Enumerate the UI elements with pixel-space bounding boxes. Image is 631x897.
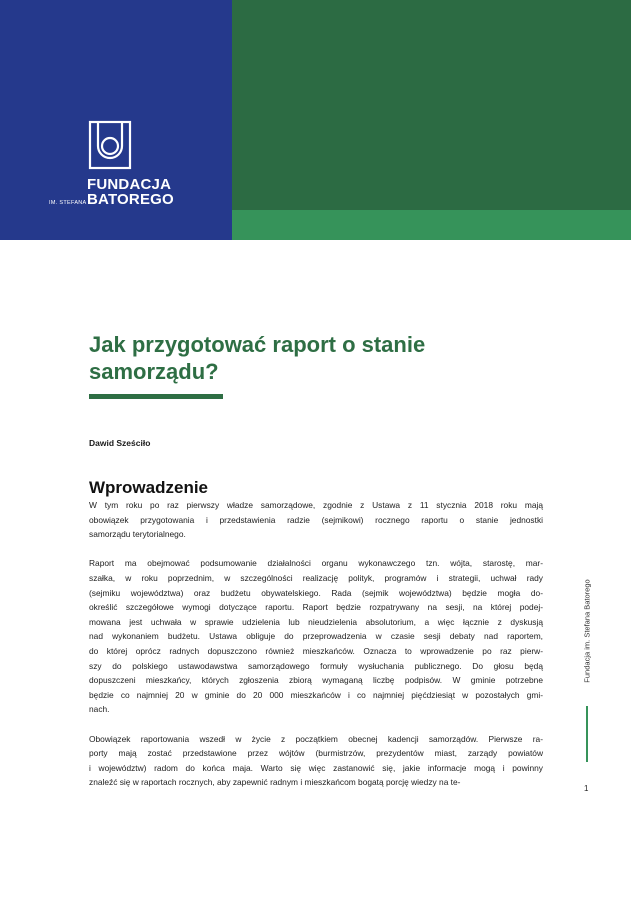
text-line: nach. xyxy=(89,704,110,715)
text-line: znaleźć się w raportach rocznych, aby zapewnić radnym i mieszkańcom bogatą porcję wiedzy na te- xyxy=(89,777,461,788)
text-line: określić szczegółowe wymogi dotyczące raportu. Raport będzie rozpatrywany na sesji, na której podej- xyxy=(89,602,543,613)
paragraph xyxy=(89,556,543,717)
text-line: obowiązek przygotowania i przedstawienia radzie (sejmikowi) rocznego raportu o stanie jednostki xyxy=(89,514,543,525)
foundation-logo-icon xyxy=(88,120,132,170)
text-line: i województw) radom do końca maja. Warto się więc zastanowić się, jakie informacje mogą i powinny xyxy=(89,762,543,773)
text-line: do której oprócz radnych dopuszczono również mieszkańców. Oznacza to wprowadzenie po raz pierw- xyxy=(89,645,543,656)
sidebar-text: Fundacja im. Stefana Batorego xyxy=(582,579,592,683)
text-line: (sejmiku województwa) oraz budżetu obywatelskiego. Rada (sejmik województwa) będzie mogła do- xyxy=(89,587,543,598)
logo-line-1: FUNDACJA xyxy=(87,176,172,193)
header-green-panel xyxy=(232,0,631,210)
paragraph xyxy=(89,498,543,542)
document-title: Jak przygotować raport o stanie samorządu? xyxy=(89,332,426,384)
text-line: szałka, w roku poprzednim, w szczególności realizację polityk, programów i strategii, uchwał rady xyxy=(89,572,543,583)
logo-im-stefana: IM. STEFANA xyxy=(49,200,87,206)
text-line: Raport ma obejmować podsumowanie działalności organu wykonawczego tzn. wójta, starostę, mar- xyxy=(89,558,543,569)
text-line: W tym roku po raz pierwszy władze samorządowe, zgodnie z Ustawa z 11 stycznia 2018 roku mają xyxy=(89,500,543,510)
text-line: będzie co najmniej 20 w gminie do 20 000 mieszkańców i co najmniej pięćdziesiąt w pozostałych gmi- xyxy=(89,689,543,700)
text-line: dopuszczeni mieszkańcy, których zgłoszenia zbiorą wymaganą liczbę podpisów. W gminie potrzebne xyxy=(89,675,543,686)
text-line: szy do polskiego ustawodawstwa samorządowego formuły wysłuchania publicznego. Do głosu będą xyxy=(89,660,543,671)
paragraph xyxy=(89,732,543,790)
header-light-green-band xyxy=(232,210,631,240)
text-line: mowana jest uchwała w sprawie udzielenia lub nieudzielenia absolutorium, a więc łącznie z dyskusją xyxy=(89,616,543,627)
logo-wordmark xyxy=(87,177,174,207)
title-underline xyxy=(89,394,223,399)
sidebar-accent-bar xyxy=(586,706,588,762)
text-line: Obowiązek raportowania wszedł w życie z początkiem obecnej kadencji samorządów. Pierwsze ra- xyxy=(89,733,543,744)
page-number: 1 xyxy=(584,784,589,793)
sidebar-label xyxy=(580,566,594,696)
text-line: porty mają zostać przedstawione przez wójtów (burmistrzów, prezydentów miast, zarządy powiatów xyxy=(89,748,543,759)
logo-line-2: BATOREGO xyxy=(87,191,174,208)
author-name: Dawid Sześciło xyxy=(89,438,151,448)
body-text xyxy=(89,498,543,804)
text-line: samorządu terytorialnego. xyxy=(89,529,186,540)
text-line: nad wykonaniem budżetu. Ustawa obliguje do przeprowadzenia w czasie sesji debaty nad raportem, xyxy=(89,631,543,642)
section-heading: Wprowadzenie xyxy=(89,478,209,497)
